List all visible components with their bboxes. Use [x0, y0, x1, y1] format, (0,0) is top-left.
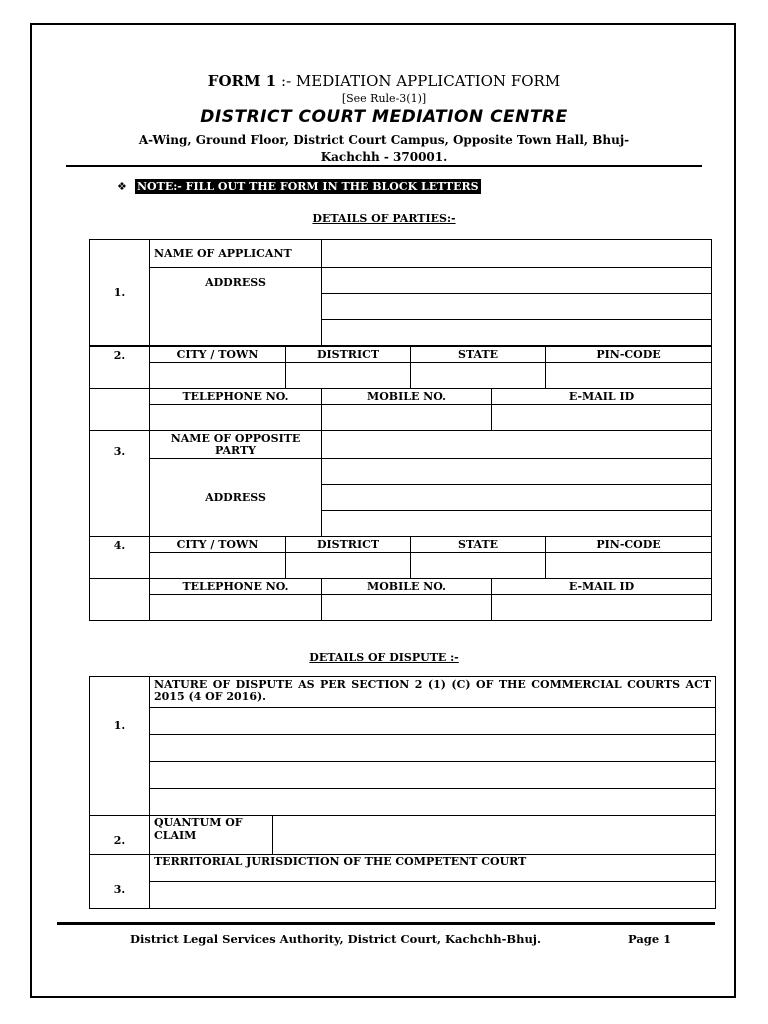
dispute-serial-3: 3. [90, 855, 150, 909]
mobile-label-2: MOBILE NO. [322, 579, 492, 595]
note [117, 180, 481, 193]
applicant-location-header-row [90, 347, 712, 363]
opposite-state-field[interactable] [411, 553, 546, 579]
opposite-email-field[interactable] [492, 595, 712, 621]
opposite-location-field-row [90, 553, 712, 579]
address-line-2: Kachchh - 370001. [320, 150, 448, 164]
form-title [0, 72, 768, 90]
address-line-1: A-Wing, Ground Floor, District Court Campus, Opposite Town Hall, Bhuj- [138, 133, 630, 147]
district-label: DISTRICT [286, 347, 411, 363]
dispute-serial-2: 2. [90, 816, 150, 855]
page-number: Page 1 [628, 932, 672, 946]
applicant-contact-header-row [90, 389, 712, 405]
parties-heading: DETAILS OF PARTIES:- [312, 212, 456, 225]
opposite-district-field[interactable] [286, 553, 411, 579]
opposite-contact-field-row [90, 595, 712, 621]
applicant-name-row [90, 240, 712, 268]
nature-field-1[interactable] [150, 708, 716, 735]
mobile-label: MOBILE NO. [322, 389, 492, 405]
opposite-address-label: ADDRESS [150, 459, 322, 537]
telephone-label: TELEPHONE NO. [150, 389, 322, 405]
blank-serial-cell [90, 389, 150, 431]
form-title-text: :- MEDIATION APPLICATION FORM [276, 72, 561, 90]
parties-table [89, 239, 712, 621]
opposite-mobile-field[interactable] [322, 595, 492, 621]
applicant-city-field[interactable] [150, 363, 286, 389]
applicant-telephone-field[interactable] [150, 405, 322, 431]
court-name: DISTRICT COURT MEDIATION CENTRE [200, 107, 568, 127]
applicant-address-field-1[interactable] [322, 268, 712, 294]
applicant-address-field-2[interactable] [322, 294, 712, 320]
city-town-label-2: CITY / TOWN [150, 537, 286, 553]
quantum-of-claim-label: QUANTUM OF CLAIM [150, 816, 273, 855]
note-text: NOTE:- FILL OUT THE FORM IN THE BLOCK LETTERS [137, 180, 479, 193]
nature-field-3[interactable] [150, 762, 716, 789]
applicant-address-field-3[interactable] [322, 320, 712, 346]
dispute-serial-1: 1. [90, 677, 150, 816]
territorial-jurisdiction-field[interactable] [150, 882, 716, 909]
email-label-2: E-MAIL ID [492, 579, 712, 595]
state-label: STATE [411, 347, 546, 363]
applicant-pin-field[interactable] [546, 363, 712, 389]
nature-field-4[interactable] [150, 789, 716, 816]
city-town-label: CITY / TOWN [150, 347, 286, 363]
footer-divider [57, 922, 715, 925]
header-divider [66, 165, 702, 167]
quantum-row [90, 816, 716, 855]
opposite-telephone-field[interactable] [150, 595, 322, 621]
dispute-table [89, 676, 716, 909]
telephone-label-2: TELEPHONE NO. [150, 579, 322, 595]
dispute-heading: DETAILS OF DISPUTE :- [309, 651, 459, 664]
applicant-district-field[interactable] [286, 363, 411, 389]
opposite-party-name-label: NAME OF OPPOSITE PARTY [150, 431, 322, 459]
opposite-party-name-row [90, 431, 712, 459]
applicant-address-row [90, 268, 712, 294]
blank-serial-cell-2 [90, 579, 150, 621]
opposite-address-field-1[interactable] [322, 459, 712, 485]
serial-2: 2. [90, 347, 150, 389]
opposite-address-field-2[interactable] [322, 485, 712, 511]
diamond-bullet-icon: ❖ [117, 180, 127, 193]
territorial-label-row [90, 855, 716, 882]
applicant-contact-field-row [90, 405, 712, 431]
serial-3: 3. [90, 431, 150, 537]
nature-field-2[interactable] [150, 735, 716, 762]
nature-of-dispute-label: NATURE OF DISPUTE AS PER SECTION 2 (1) (C) OF THE COMMERCIAL COURTS ACT 2015 (4 OF 2016). [150, 677, 716, 708]
form-label: FORM 1 [207, 72, 277, 90]
opposite-address-row [90, 459, 712, 485]
district-label-2: DISTRICT [286, 537, 411, 553]
opposite-pin-field[interactable] [546, 553, 712, 579]
applicant-address-label: ADDRESS [150, 268, 322, 346]
opposite-contact-header-row [90, 579, 712, 595]
serial-1: 1. [90, 240, 150, 346]
serial-4: 4. [90, 537, 150, 579]
opposite-address-field-3[interactable] [322, 511, 712, 537]
state-label-2: STATE [411, 537, 546, 553]
footer-authority: District Legal Services Authority, District Court, Kachchh-Bhuj. [130, 932, 541, 946]
email-label: E-MAIL ID [492, 389, 712, 405]
applicant-mobile-field[interactable] [322, 405, 492, 431]
pin-code-label-2: PIN-CODE [546, 537, 712, 553]
opposite-city-field[interactable] [150, 553, 286, 579]
nature-label-row [90, 677, 716, 708]
opposite-party-name-field[interactable] [322, 431, 712, 459]
applicant-name-label: NAME OF APPLICANT [150, 240, 322, 268]
applicant-name-field[interactable] [322, 240, 712, 268]
quantum-of-claim-field[interactable] [273, 816, 716, 855]
rule-reference: [See Rule-3(1)] [341, 92, 427, 105]
applicant-location-field-row [90, 363, 712, 389]
territorial-jurisdiction-label: TERRITORIAL JURISDICTION OF THE COMPETENT COURT [150, 855, 716, 882]
pin-code-label: PIN-CODE [546, 347, 712, 363]
opposite-location-header-row [90, 537, 712, 553]
applicant-state-field[interactable] [411, 363, 546, 389]
applicant-email-field[interactable] [492, 405, 712, 431]
